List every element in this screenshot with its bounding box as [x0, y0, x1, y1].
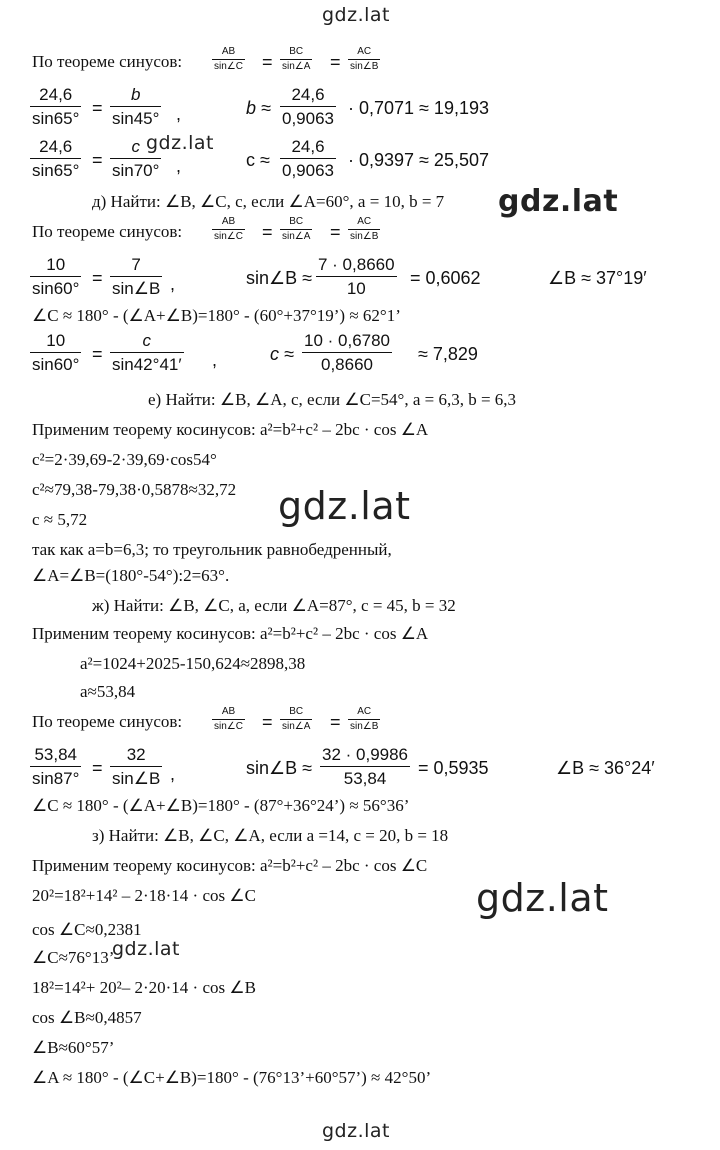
zh-angle-b: ∠B ≈ 36°24′ — [556, 758, 655, 778]
g-frac-2: b sin45° — [112, 85, 160, 128]
d-frac-3: 10 sin60° — [32, 331, 80, 374]
d-frac-1: 10 sin60° — [32, 255, 80, 298]
d-sin-lhs: sin∠B ≈ — [246, 268, 313, 288]
zh-frac-1: 53,84 sin87° — [32, 745, 80, 788]
z-line-1: 20²=18²+14² – 2·18·14 · cos ∠C — [32, 886, 256, 905]
g-b-lhs: b ≈ — [246, 98, 271, 118]
d-angle-b: ∠B ≈ 37°19′ — [548, 268, 647, 288]
watermark-top: gdz.lat — [322, 4, 391, 26]
cosine-theorem-zh: Применим теорему косинусов: a²=b²+c² – 2bc · cos ∠A — [32, 624, 429, 643]
zh-sin-frac: 32 · 0,9986 53,84 — [322, 745, 409, 788]
e-line-4: так как a=b=6,3; то треугольник равнобедренный, — [32, 540, 392, 559]
sine-theorem-label-d: По теореме синусов: — [32, 222, 183, 241]
task-d: д) Найти: ∠B, ∠C, c, если ∠A=60°, a = 10, b = 7 — [92, 192, 445, 211]
task-z: з) Найти: ∠B, ∠C, ∠A, если a =14, c = 20, b = 18 — [92, 826, 449, 845]
ratio-bc-num: BC — [289, 46, 304, 57]
e-line-5: ∠A=∠B=(180°-54°):2=63°. — [32, 566, 230, 585]
watermark-z: gdz.lat — [476, 876, 609, 920]
g-b-result: · 0,7071 ≈ 19,193 — [348, 98, 489, 118]
sine-theorem-label-zh: По теореме синусов: — [32, 712, 183, 731]
d-c-frac: 10 · 0,6780 0,8660 — [304, 331, 391, 374]
zh-sin-result: = 0,5935 — [418, 758, 489, 778]
g-c-frac: 24,6 0,9063 — [282, 137, 334, 180]
ratio-bc — [280, 46, 312, 73]
d-c-result: ≈ 7,829 — [418, 344, 478, 364]
g-frac-1: 24,6 sin65° — [32, 85, 80, 128]
g-c-lhs: c ≈ — [246, 150, 270, 170]
ratio-ab-den: sin∠C — [214, 61, 243, 72]
z-line-4: 18²=14²+ 20²– 2·20·14 · cos ∠B — [32, 978, 256, 997]
watermark-inline-1: gdz.lat — [146, 132, 215, 154]
d-c-lhs: c ≈ — [270, 344, 294, 364]
sine-theorem-label: По теореме синусов: — [32, 52, 183, 71]
d-frac-2: 7 sin∠B — [112, 255, 161, 298]
zh-frac-2: 32 sin∠B — [112, 745, 161, 788]
watermark-d: gdz.lat — [498, 184, 619, 219]
task-e: е) Найти: ∠B, ∠A, c, если ∠C=54°, a = 6,3, b = 6,3 — [148, 390, 517, 409]
zh-angle-c: ∠C ≈ 180° - (∠A+∠B)=180° - (87°+36°24’) ≈ 56°36’ — [32, 796, 410, 815]
ratio-ab-num: AB — [221, 46, 236, 57]
ratio-ab — [212, 46, 245, 73]
z-line-6: ∠B≈60°57’ — [32, 1038, 115, 1057]
z-line-2: cos ∠C≈0,2381 — [32, 920, 142, 939]
zh-sin-lhs: sin∠B ≈ — [246, 758, 313, 778]
ratio-bc-den: sin∠A — [282, 61, 311, 72]
watermark-inline-2: gdz.lat — [112, 938, 181, 960]
zh-line-1: a²=1024+2025-150,624≈2898,38 — [80, 654, 306, 673]
e-line-3: c ≈ 5,72 — [32, 510, 88, 529]
z-line-3: ∠C≈76°13’ — [32, 948, 115, 967]
d-sin-frac: 7 · 0,8660 10 — [318, 255, 395, 298]
cosine-theorem-z: Применим теорему косинусов: a²=b²+c² – 2bc · cos ∠C — [32, 856, 428, 875]
task-zh: ж) Найти: ∠B, ∠C, a, если ∠A=87°, c = 45, b = 32 — [92, 596, 456, 615]
z-line-5: cos ∠B≈0,4857 — [32, 1008, 142, 1027]
zh-line-2: a≈53,84 — [80, 682, 136, 701]
watermark-e: gdz.lat — [278, 484, 411, 528]
g-frac-4: c sin70° — [112, 137, 160, 180]
d-frac-4: c sin42°41′ — [112, 331, 182, 374]
d-sin-result: = 0,6062 — [410, 268, 481, 288]
ratio-ac-den: sin∠B — [350, 61, 379, 72]
watermark-bottom: gdz.lat — [322, 1120, 391, 1142]
z-line-7: ∠A ≈ 180° - (∠C+∠B)=180° - (76°13’+60°57’) ≈ 42°50’ — [32, 1068, 432, 1087]
ratio-ac-num: AC — [357, 46, 372, 57]
g-c-result: · 0,9397 ≈ 25,507 — [348, 150, 489, 170]
g-b-frac: 24,6 0,9063 — [282, 85, 334, 128]
e-line-2: c²≈79,38-79,38·0,5878≈32,72 — [32, 480, 237, 499]
d-angle-c: ∠C ≈ 180° - (∠A+∠B)=180° - (60°+37°19’) ≈ 62°1’ — [32, 306, 401, 325]
g-frac-3: 24,6 sin65° — [32, 137, 80, 180]
e-line-1: c²=2·39,69-2·39,69·cos54° — [32, 450, 217, 469]
cosine-theorem-e: Применим теорему косинусов: a²=b²+c² – 2bc · cos ∠A — [32, 420, 429, 439]
ratio-ac — [348, 46, 380, 73]
